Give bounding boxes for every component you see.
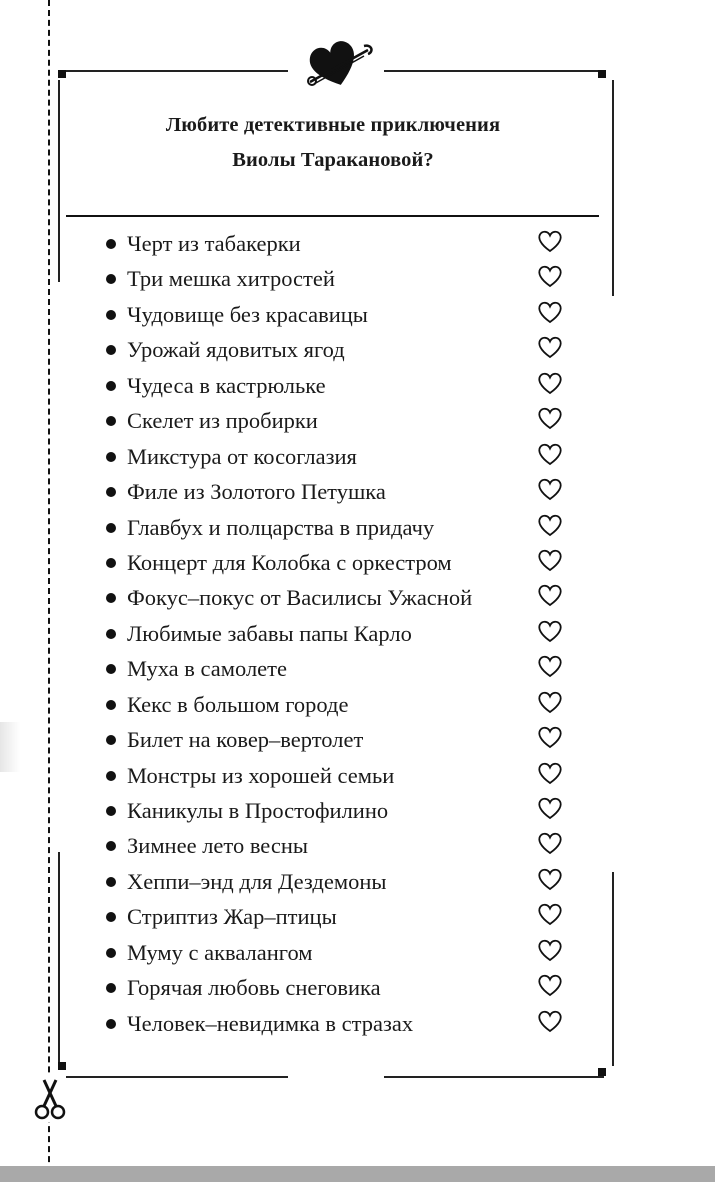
heading-divider (66, 215, 599, 217)
frame-left-upper (58, 80, 60, 282)
heart-with-safety-pin-icon (304, 36, 376, 90)
book-title: Каникулы в Простофилино (127, 798, 389, 823)
heading-line-1: Любите детективные приключения (165, 114, 501, 136)
bullet-icon (106, 771, 116, 781)
bullet-icon (106, 912, 116, 922)
bullet-icon (106, 664, 116, 674)
book-title: Концерт для Колобка с оркестром (127, 549, 452, 575)
list-item (102, 793, 572, 828)
book-title: Черт из табакерки (127, 231, 301, 256)
heart-outline-icon[interactable] (537, 654, 563, 678)
scissors-icon (34, 1076, 66, 1122)
list-item (102, 864, 572, 899)
list-item (102, 439, 572, 474)
heart-outline-icon[interactable] (537, 619, 563, 643)
list-item (102, 226, 572, 261)
list-item (102, 545, 572, 580)
list-item (102, 261, 572, 296)
bullet-icon (106, 1019, 116, 1029)
bullet-icon (106, 877, 116, 887)
bullet-icon (106, 345, 116, 355)
bullet-icon (106, 841, 116, 851)
heading-line-2: Виолы Таракановой? (232, 149, 434, 171)
list-item (102, 899, 572, 934)
book-title: Зимнее лето весны (127, 833, 308, 859)
book-title: Билет на ковер–вертолет (127, 727, 364, 753)
book-list (102, 226, 572, 1041)
heart-outline-icon[interactable] (537, 442, 563, 466)
bullet-icon (106, 629, 116, 639)
frame-bottom-right (384, 1076, 604, 1078)
bullet-icon (106, 700, 116, 710)
book-title: Кекс в большом городе (127, 691, 349, 717)
list-item (102, 510, 572, 545)
bottom-edge-bar (0, 1166, 715, 1182)
bullet-icon (106, 806, 116, 816)
list-item (102, 1006, 572, 1041)
heart-outline-icon[interactable] (537, 902, 563, 926)
book-title: Урожай ядовитых ягод (127, 337, 345, 363)
list-item (102, 722, 572, 757)
list-item (102, 297, 572, 332)
heart-outline-icon[interactable] (537, 513, 563, 537)
heart-outline-icon[interactable] (537, 690, 563, 714)
book-title: Стриптиз Жар–птицы (127, 904, 337, 930)
frame-right-upper (612, 80, 614, 296)
bullet-icon (106, 593, 116, 603)
heart-outline-icon[interactable] (537, 1009, 563, 1033)
list-item (102, 828, 572, 863)
list-item (102, 970, 572, 1005)
book-title: Горячая любовь снеговика (127, 975, 381, 1001)
heart-outline-icon[interactable] (537, 264, 563, 288)
bullet-icon (106, 523, 116, 533)
bullet-icon (106, 416, 116, 426)
frame-right-lower (612, 872, 614, 1066)
heart-outline-icon[interactable] (537, 867, 563, 891)
book-title: Фокус–покус от Василисы Ужасной (127, 585, 473, 611)
bullet-icon (106, 948, 116, 958)
bullet-icon (106, 558, 116, 568)
bullet-icon (106, 274, 116, 284)
heart-outline-icon[interactable] (537, 583, 563, 607)
frame-top-right (384, 70, 602, 72)
bullet-icon (106, 735, 116, 745)
list-item (102, 616, 572, 651)
book-title: Микстура от косоглазия (127, 443, 357, 469)
frame-bottom-left (66, 1076, 288, 1078)
book-title: Любимые забавы папы Карло (127, 620, 412, 646)
frame-corner-top-right (598, 70, 606, 78)
frame-corner-bottom-right (598, 1068, 606, 1076)
book-title: Муму с аквалангом (127, 939, 313, 965)
page-heading (70, 108, 596, 178)
list-item (102, 687, 572, 722)
heart-outline-icon[interactable] (537, 335, 563, 359)
heart-outline-icon[interactable] (537, 371, 563, 395)
heart-outline-icon[interactable] (537, 229, 563, 253)
heart-outline-icon[interactable] (537, 796, 563, 820)
list-item (102, 403, 572, 438)
book-title: Филе из Золотого Петушка (127, 479, 386, 505)
heart-outline-icon[interactable] (537, 300, 563, 324)
bullet-icon (106, 310, 116, 320)
book-title: Хеппи–энд для Дездемоны (127, 868, 387, 894)
bullet-icon (106, 452, 116, 462)
list-item (102, 368, 572, 403)
bullet-icon (106, 239, 116, 249)
list-item (102, 332, 572, 367)
heart-outline-icon[interactable] (537, 831, 563, 855)
list-item (102, 935, 572, 970)
frame-corner-top-left (58, 70, 66, 78)
book-title: Чудеса в кастрюльке (127, 372, 326, 398)
book-title: Скелет из пробирки (127, 408, 318, 434)
bullet-icon (106, 487, 116, 497)
cut-line (48, 0, 50, 1182)
page-edge-shadow (0, 722, 20, 772)
heart-outline-icon[interactable] (537, 761, 563, 785)
heart-outline-icon[interactable] (537, 406, 563, 430)
heart-outline-icon[interactable] (537, 938, 563, 962)
heart-outline-icon[interactable] (537, 548, 563, 572)
book-title: Монстры из хорошей семьи (127, 762, 395, 788)
list-item (102, 651, 572, 686)
book-title: Главбух и полцарства в придачу (127, 514, 435, 540)
book-title: Чудовище без красавицы (127, 301, 368, 327)
list-item (102, 758, 572, 793)
frame-corner-bottom-left (58, 1062, 66, 1070)
frame-top-left (66, 70, 288, 72)
heart-outline-icon[interactable] (537, 477, 563, 501)
heart-outline-icon[interactable] (537, 973, 563, 997)
bullet-icon (106, 381, 116, 391)
book-title: Муха в самолете (127, 656, 287, 682)
bullet-icon (106, 983, 116, 993)
list-item (102, 580, 572, 615)
list-item (102, 474, 572, 509)
frame-left-lower (58, 852, 60, 1062)
heart-outline-icon[interactable] (537, 725, 563, 749)
book-title: Человек–невидимка в стразах (127, 1010, 414, 1036)
book-title: Три мешка хитростей (127, 266, 335, 292)
